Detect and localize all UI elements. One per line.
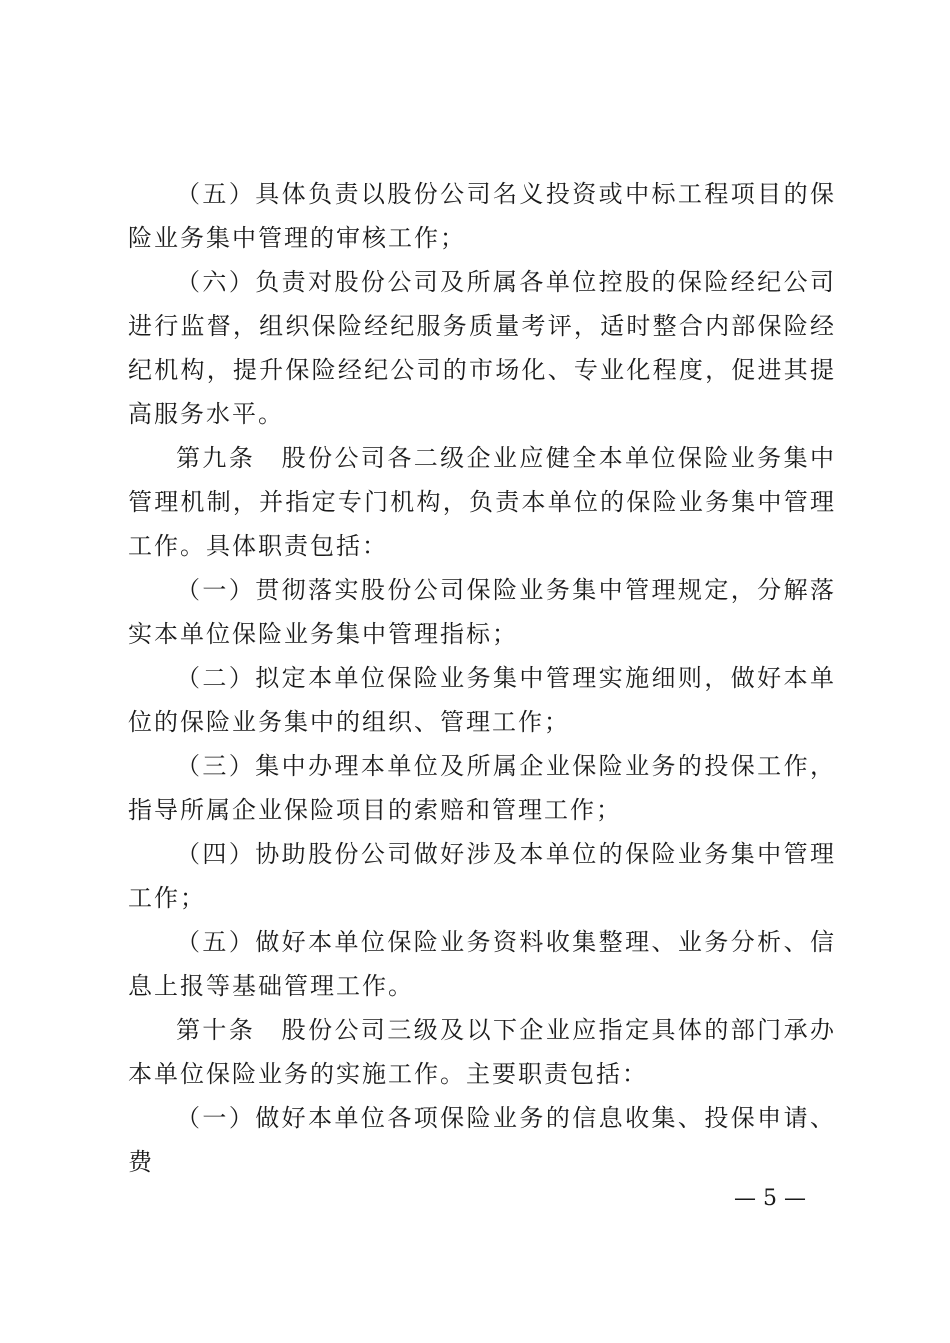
article-9-item-5: （五）做好本单位保险业务资料收集整理、业务分析、信息上报等基础管理工作。 [128, 928, 836, 1000]
paragraph-item-5: （五）具体负责以股份公司名义投资或中标工程项目的保险业务集中管理的审核工作； [128, 180, 836, 252]
document-body [128, 172, 836, 1184]
page-number: — 5 — [734, 1186, 806, 1211]
article-10: 第十条 股份公司三级及以下企业应指定具体的部门承办本单位保险业务的实施工作。主要职责包括： [128, 1016, 836, 1088]
article-9-item-2: （二）拟定本单位保险业务集中管理实施细则，做好本单位的保险业务集中的组织、管理工作； [128, 664, 836, 736]
article-9-item-4: （四）协助股份公司做好涉及本单位的保险业务集中管理工作； [128, 840, 836, 912]
article-10-item-1: （一）做好本单位各项保险业务的信息收集、投保申请、费 [128, 1104, 836, 1176]
article-9-item-1: （一）贯彻落实股份公司保险业务集中管理规定，分解落实本单位保险业务集中管理指标； [128, 576, 836, 648]
article-9-item-3: （三）集中办理本单位及所属企业保险业务的投保工作，指导所属企业保险项目的索赔和管理工作； [128, 752, 836, 824]
article-9: 第九条 股份公司各二级企业应健全本单位保险业务集中管理机制，并指定专门机构，负责本单位的保险业务集中管理工作。具体职责包括： [128, 444, 836, 560]
paragraph-item-6: （六）负责对股份公司及所属各单位控股的保险经纪公司进行监督，组织保险经纪服务质量考评，适时整合内部保险经纪机构，提升保险经纪公司的市场化、专业化程度，促进其提高服务水平。 [128, 268, 836, 428]
